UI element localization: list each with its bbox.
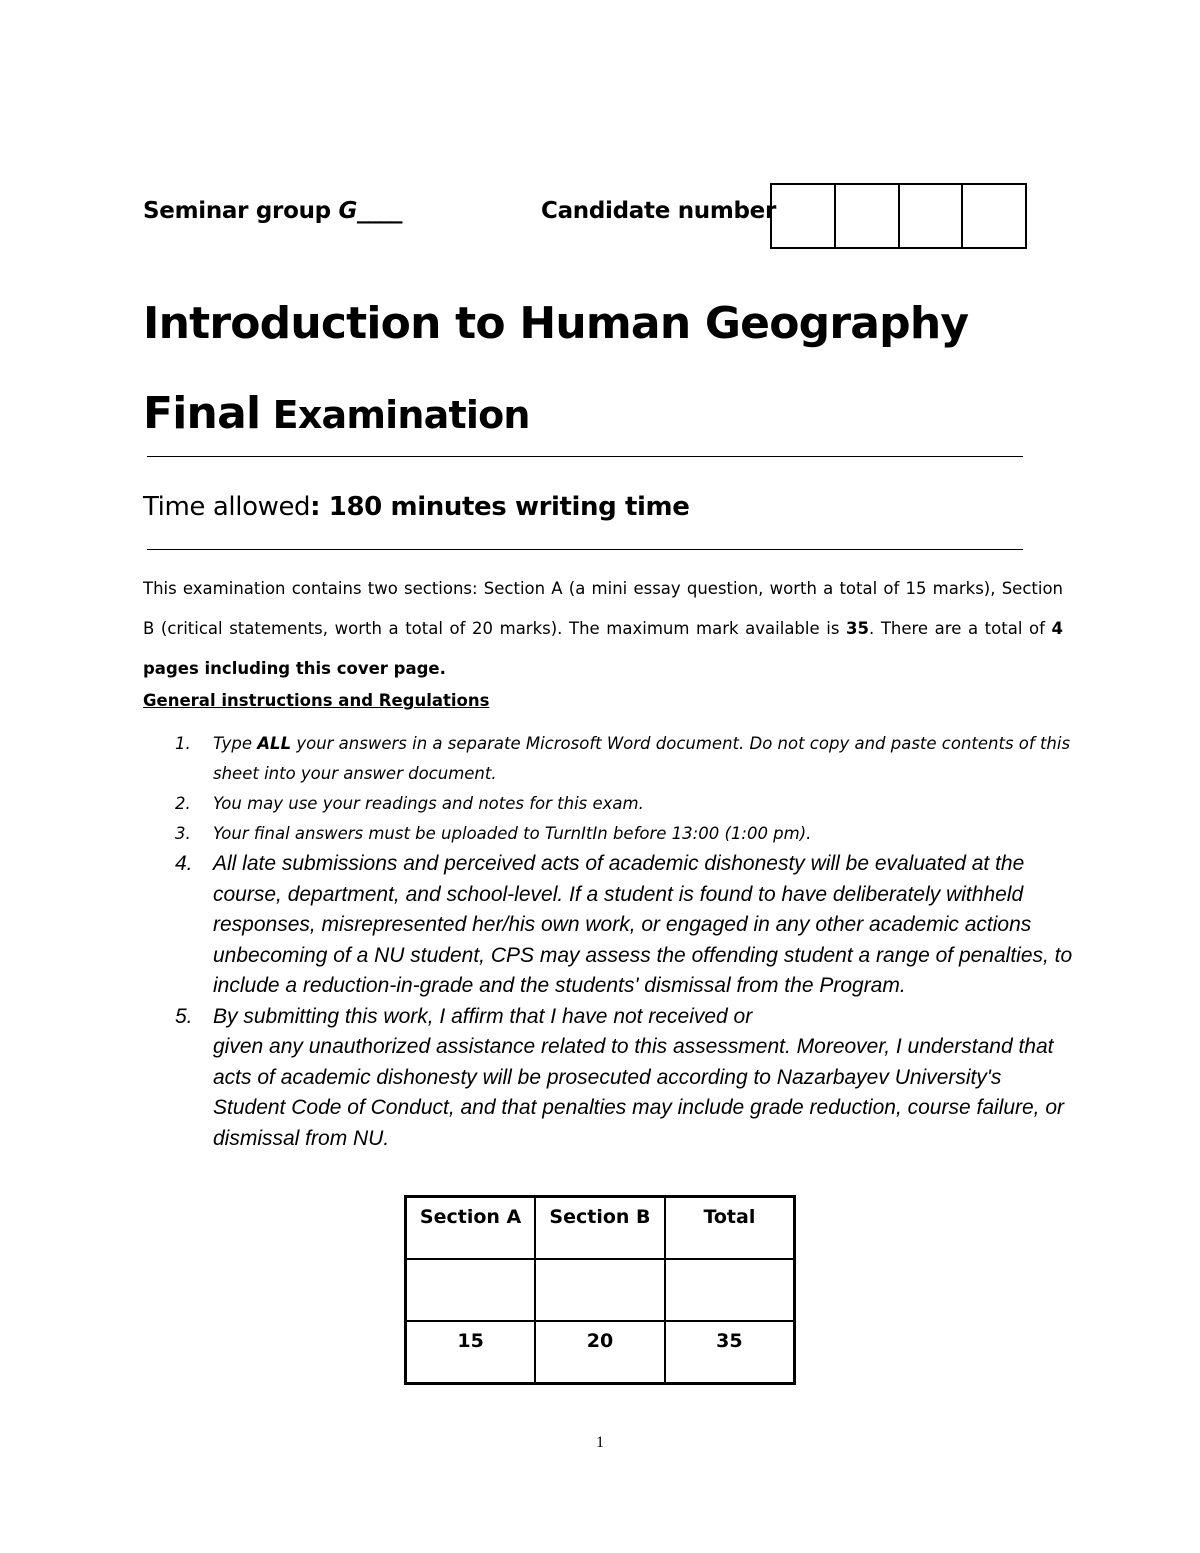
candidate-digit-box[interactable] (900, 185, 964, 247)
instruction-number: 4. (175, 852, 193, 875)
divider (147, 549, 1023, 550)
course-title: Introduction to Human Geography (143, 298, 969, 349)
header-row (143, 183, 1028, 251)
instruction-text: By submitting this work, I affirm that I have not received or (213, 1004, 753, 1028)
divider (147, 456, 1023, 457)
seminar-group (143, 198, 402, 224)
score-table (404, 1195, 796, 1385)
seminar-group-value: G____ (338, 198, 402, 224)
instruction-item (143, 789, 1073, 819)
candidate-digit-box[interactable] (772, 185, 836, 247)
exam-description (143, 569, 1063, 689)
instruction-text: Your final answers must be uploaded to TurnItIn before 13:00 (1:00 pm). (213, 824, 812, 843)
candidate-digit-box[interactable] (963, 185, 1025, 247)
table-header-cell: Section B (535, 1197, 665, 1259)
instruction-number: 2. (175, 794, 191, 813)
exam-title-examination: Examination (260, 393, 530, 437)
instruction-item (143, 849, 1073, 1002)
score-entry-cell[interactable] (665, 1259, 795, 1321)
score-entry-cell[interactable] (535, 1259, 665, 1321)
max-marks-cell: 20 (535, 1321, 665, 1383)
page-count: 4 pages including this cover page. (143, 619, 1063, 678)
instruction-text: your answers in a separate Microsoft Word document. Do not copy and paste contents of this sheet into your answer document. (213, 734, 1071, 783)
instruction-text: All late submissions and perceived acts of academic dishonesty will be evaluated at the course, department, and school-level. If a student is found to have deliberately withheld responses, misrepresented her/his own work, or engaged in any other academic actions unbecoming of a NU student, CPS may assess the offending student a range of penalties, to include a reduction-in-grade and the students' dismissal from the Program. (213, 852, 1073, 997)
instruction-text: You may use your readings and notes for this exam. (213, 794, 644, 813)
table-row (406, 1321, 795, 1383)
page-number: 1 (596, 1434, 604, 1451)
instruction-number: 5. (175, 1004, 193, 1028)
time-allowed (143, 492, 689, 522)
table-header-cell: Total (665, 1197, 795, 1259)
time-allowed-label: Time allowed (143, 492, 311, 522)
table-header-cell: Section A (406, 1197, 536, 1259)
exam-description-text: This examination contains two sections: Section A (a mini essay question, worth a total of 15 marks), Section B (critical statements, worth a total of 20 marks). The maximum mark available is (143, 579, 1063, 638)
exam-description-text: . There are a total of (868, 619, 1052, 638)
exam-title-final: Final (143, 388, 261, 439)
candidate-digit-box[interactable] (836, 185, 900, 247)
instruction-emphasis: ALL (257, 734, 292, 753)
table-row (406, 1197, 795, 1259)
instruction-text: Type (213, 734, 258, 753)
table-row (406, 1259, 795, 1321)
instruction-item (143, 1002, 1073, 1155)
max-mark: 35 (846, 619, 869, 638)
instructions-list (143, 729, 1073, 1154)
candidate-number-boxes[interactable] (770, 183, 1027, 249)
candidate-number-label: Candidate number (541, 198, 777, 224)
instruction-number: 1. (175, 734, 191, 753)
instructions-heading: General instructions and Regulations (143, 691, 490, 710)
seminar-group-label: Seminar group (143, 198, 339, 224)
instruction-item (143, 819, 1073, 849)
max-marks-cell: 15 (406, 1321, 536, 1383)
max-marks-cell: 35 (665, 1321, 795, 1383)
exam-title (143, 388, 530, 439)
score-entry-cell[interactable] (406, 1259, 536, 1321)
time-allowed-value: : 180 minutes writing time (310, 492, 690, 522)
instruction-item (143, 729, 1073, 789)
instruction-text: given any unauthorized assistance related to this assessment. Moreover, I understand that acts of academic dishonesty will be prosecuted according to Nazarbayev University's Student Code of Conduct, and that penalties may include grade reduction, course failure, or dismissal from NU. (213, 1035, 1065, 1150)
instruction-number: 3. (175, 824, 191, 843)
